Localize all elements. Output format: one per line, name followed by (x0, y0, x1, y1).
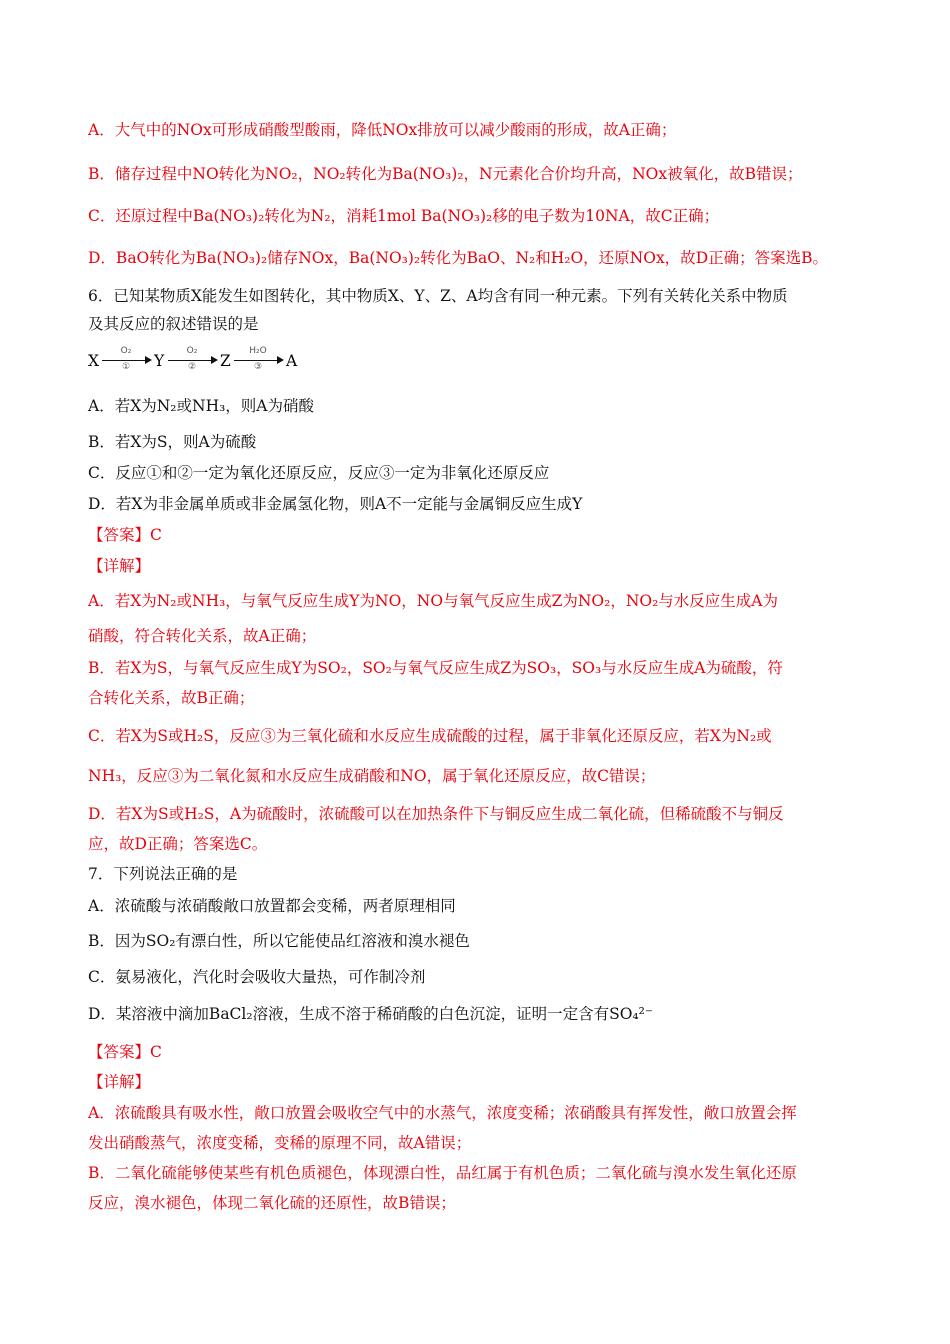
q6-option-d: D．若X为非金属单质或非金属氢化物，则A不一定能与金属铜反应生成Y (88, 495, 583, 513)
scheme-arrow-2 (168, 346, 216, 374)
q6-answer (88, 525, 870, 545)
scheme-node-y: Y (154, 352, 165, 370)
q6-analysis-d1: D．若X为S或H₂S，A为硫酸时，浓硫酸可以在加热条件下与铜反应生成二氧化硫，但稀硫酸不与铜反 (88, 805, 784, 823)
q7-option-a: A．浓硫酸与浓硝酸敞口放置都会变稀，两者原理相同 (88, 897, 456, 915)
scheme-node-x: X (88, 352, 100, 370)
scheme-arrow-3-reagent: H₂O (249, 346, 267, 356)
q7-option-b: B．因为SO₂有漂白性，所以它能使品红溶液和溴水褪色 (88, 932, 470, 950)
q6-answer-label: 【答案】 (88, 526, 151, 544)
q7-answer (88, 1042, 870, 1062)
scheme-arrow-3 (234, 346, 282, 374)
q7-answer-value: C (150, 1043, 162, 1061)
q6-analysis-d2: 应，故D正确；答案选C。 (88, 835, 268, 853)
q6-analysis-a1: A．若X为N₂或NH₃，与氧气反应生成Y为NO，NO与氧气反应生成Z为NO₂，NO₂与水反应生成A为 (88, 592, 779, 610)
prev-analysis-c: C．还原过程中Ba(NO₃)₂转化为N₂，消耗1mol Ba(NO₃)₂移的电子数为10NA，故C正确； (88, 207, 720, 225)
scheme-arrow-2-step: ② (187, 362, 197, 372)
q7-detail-label: 【详解】 (88, 1073, 151, 1091)
q7-stem: 7．下列说法正确的是 (88, 865, 238, 883)
scheme-arrow-1 (102, 346, 150, 374)
q6-option-a: A．若X为N₂或NH₃，则A为硝酸 (88, 397, 314, 415)
q6-stem-line2: 及其反应的叙述错误的是 (88, 315, 259, 333)
q7-answer-label: 【答案】 (88, 1043, 151, 1061)
prev-analysis-a: A．大气中的NOx可形成硝酸型酸雨，降低NOx排放可以减少酸雨的形成，故A正确； (88, 121, 677, 139)
q6-analysis-c2: NH₃，反应③为二氧化氮和水反应生成硝酸和NO，属于氧化还原反应，故C错误； (88, 767, 656, 785)
q6-analysis-c1: C．若X为S或H₂S，反应③为三氧化硫和水反应生成硫酸的过程，属于非氧化还原反应，若X为N₂或 (88, 727, 772, 745)
scheme-node-a: A (286, 352, 298, 370)
scheme-node-z: Z (220, 352, 231, 370)
prev-analysis-b: B．储存过程中NO转化为NO₂，NO₂转化为Ba(NO₃)₂，N元素化合价均升高，NOx被氧化，故B错误； (88, 165, 803, 183)
scheme-arrow-2-reagent: O₂ (186, 346, 198, 356)
q6-stem-line1: 6．已知某物质X能发生如图转化，其中物质X、Y、Z、A均含有同一种元素。下列有关转化关系中物质 (88, 287, 788, 305)
scheme-arrow-3-step: ③ (253, 362, 263, 372)
scheme-arrow-1-step: ① (121, 362, 131, 372)
q6-option-b: B．若X为S，则A为硫酸 (88, 433, 257, 451)
q7-analysis-a2: 发出硝酸蒸气，浓度变稀，变稀的原理不同，故A错误； (88, 1134, 472, 1152)
q6-analysis-b2: 合转化关系，故B正确； (88, 689, 255, 707)
q7-analysis-a1: A．浓硫酸具有吸水性，敞口放置会吸收空气中的水蒸气，浓度变稀；浓硝酸具有挥发性，敞口放置会挥 (88, 1104, 797, 1122)
q6-answer-value: C (150, 526, 162, 544)
q7-option-d: D．某溶液中滴加BaCl₂溶液，生成不溶于稀硝酸的白色沉淀，证明一定含有SO₄²⁻ (88, 1005, 654, 1023)
q7-analysis-b1: B．二氧化硫能够使某些有机色质褪色，体现漂白性，品红属于有机色质；二氧化硫与溴水发生氧化还原 (88, 1164, 797, 1182)
q7-analysis-b2: 反应，溴水褪色，体现二氧化硫的还原性，故B错误； (88, 1194, 456, 1212)
scheme-arrow-1-reagent: O₂ (120, 346, 132, 356)
q7-option-c: C．氨易液化，汽化时会吸收大量热，可作制冷剂 (88, 968, 426, 986)
q6-detail-label: 【详解】 (88, 557, 151, 575)
prev-analysis-d: D．BaO转化为Ba(NO₃)₂储存NOx，Ba(NO₃)₂转化为BaO、N₂和H₂O，还原NOx，故D正确；答案选B。 (88, 249, 829, 267)
q6-option-c: C．反应①和②一定为氧化还原反应，反应③一定为非氧化还原反应 (88, 464, 550, 482)
q6-analysis-a2: 硝酸，符合转化关系，故A正确； (88, 627, 317, 645)
q6-analysis-b1: B．若X为S，与氧气反应生成Y为SO₂，SO₂与氧气反应生成Z为SO₃，SO₃与水反应生成A为硫酸，符 (88, 659, 783, 677)
